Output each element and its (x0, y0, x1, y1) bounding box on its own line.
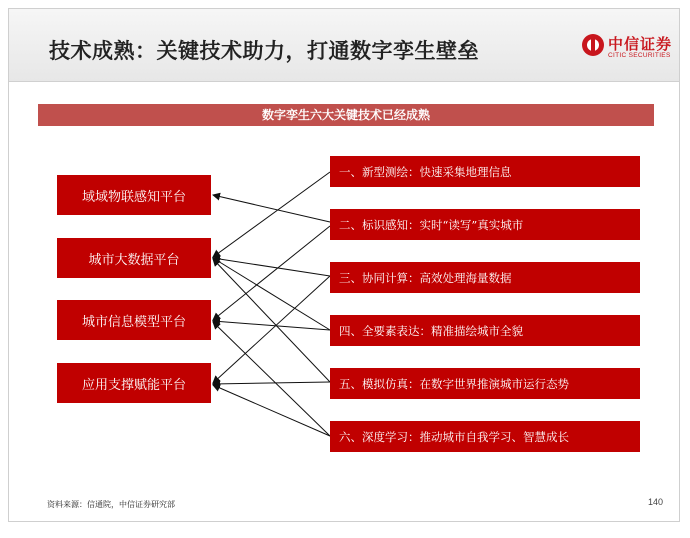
logo-name-cn: 中信证券 (608, 35, 673, 53)
link-tech3-to-app (213, 276, 330, 383)
link-tech6-to-cim (213, 322, 330, 436)
platform-iot-perception: 域域物联感知平台 (57, 175, 211, 215)
platform-city-information-model: 城市信息模型平台 (57, 300, 211, 340)
tech-collaborative-computing: 三、协同计算：高效处理海量数据 (330, 262, 640, 293)
source-note: 资料来源：信通院，中信证券研究部 (47, 500, 175, 509)
link-tech5-to-bigdata (213, 259, 330, 382)
logo-name-en: CITIC SECURITIES (608, 52, 671, 59)
link-tech2-to-iot (213, 195, 330, 222)
tech-new-surveying: 一、新型测绘：快速采集地理信息 (330, 156, 640, 187)
tech-deep-learning: 六、深度学习：推动城市自我学习、智慧成长 (330, 421, 640, 452)
link-tech1-to-bigdata (213, 172, 330, 257)
platform-application-support: 应用支撑赋能平台 (57, 363, 211, 403)
link-tech6-to-app (213, 385, 330, 436)
link-tech4-to-cim (213, 321, 330, 330)
platform-big-data: 城市大数据平台 (57, 238, 211, 278)
tech-simulation: 五、模拟仿真：在数字世界推演城市运行态势 (330, 368, 640, 399)
link-tech4-to-bigdata (213, 258, 330, 330)
tech-full-element-expression: 四、全要素表达：精准描绘城市全貌 (330, 315, 640, 346)
section-banner: 数字孪生六大关键技术已经成熟 (38, 104, 654, 126)
page-title: 技术成熟：关键技术助力，打通数字孪生壁垒 (49, 39, 479, 63)
page-number: 140 (648, 497, 664, 507)
link-tech5-to-app (213, 382, 330, 384)
tech-identification-sensing: 二、标识感知：实时“读写”真实城市 (330, 209, 640, 240)
